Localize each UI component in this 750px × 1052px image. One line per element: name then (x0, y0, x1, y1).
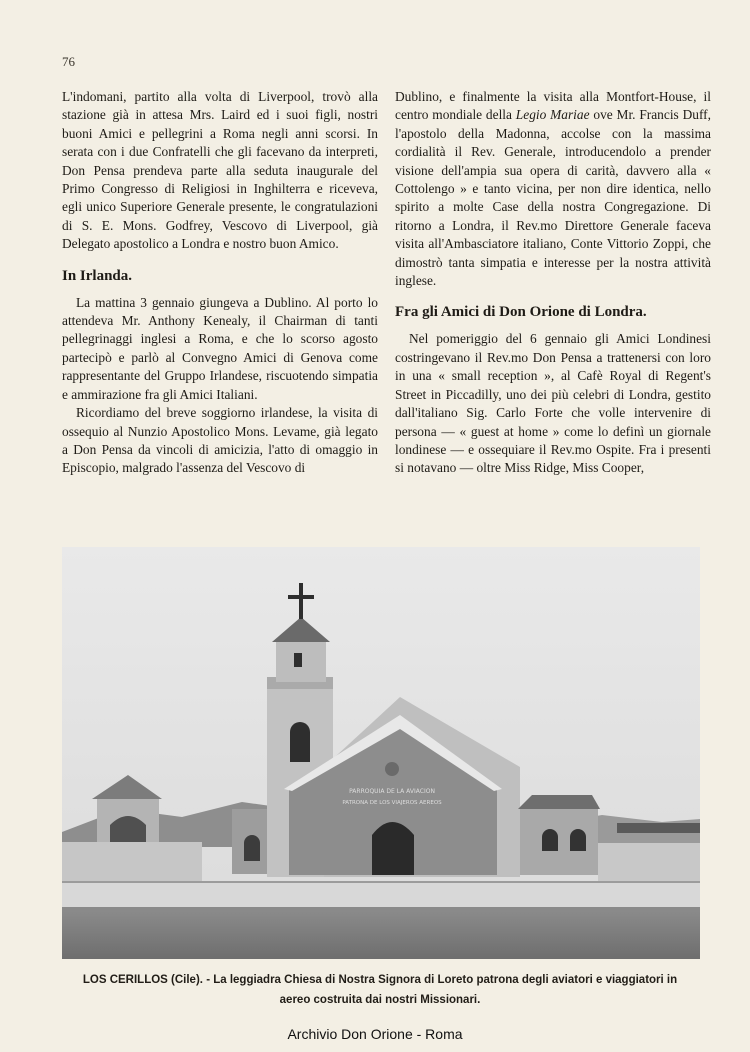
facade-inscription: PATRONA DE LOS VIAJEROS AEREOS (342, 800, 442, 806)
paragraph (395, 88, 711, 290)
archive-label: Archivio Don Orione - Roma (287, 1026, 463, 1042)
caption-place: LOS CERILLOS (Cile). (82, 974, 203, 986)
facade-inscription: PARROQUIA DE LA AVIACION (349, 788, 435, 795)
caption-text: - La leggiadra Chiesa di Nostra Signora di Loreto patrona degli aviatori e viaggiatori in aereo costruita dai nostri Missionari. (206, 974, 678, 1006)
church-photo (62, 547, 700, 959)
left-column (62, 88, 378, 478)
paragraph: La mattina 3 gennaio giungeva a Dublino. Al porto lo attendeva Mr. Anthony Kenealy, il Chairman di tanti pellegrinaggi inglesi a Roma, e che lo scorso agosto partecipò e parlò al Convegno Amici di Genova come rappresentante del Gruppo Irlandese, riscuotendo simpatia e ammirazione fra gli Amici Italiani. (62, 294, 378, 402)
section-heading-londra: Fra gli Amici di Don Orione di Londra. (395, 304, 647, 321)
paragraph-text: ove Mr. Francis Duff, l'apostolo della Madonna, accolse con la massima cordialità il Rev. Generale, introducendolo a prender visione dell'ampia sua opera di carità, davvero alla « Cottolengo » e tanto vicina, per non dire identica, nello spirito a molte Case della nostra Congregazione. Di ritorno a Londra, il Rev.mo Direttore Generale faceva visita all'Ambasciatore italiano, Conte Vittorio Zoppi, che dimostrò tanta simpatia e interesse per la nostra attività inglese. (395, 107, 711, 289)
page-number: 76 (62, 54, 75, 69)
legio-mariae-italic: Legio Mariae (515, 107, 590, 123)
right-column (395, 88, 711, 478)
paragraph: Nel pomeriggio del 6 gennaio gli Amici Londinesi costringevano il Rev.mo Don Pensa a trattenersi con loro in una « small reception », al Cafè Royal di Regent's Street in Piccadilly, uno dei più celebri di Londra, gestito dall'italiano Sig. Carlo Forte che volle intervenire di persona — « guest at home » come lo definì un giornale londinese — e ossequiare il Rev.mo Ospite. Fra i presenti si notavano — oltre Miss Ridge, Miss Cooper, (395, 331, 711, 476)
paragraph: L'indomani, partito alla volta di Liverpool, trovò alla stazione già in attesa Mrs. Laird ed i suoi figli, nostri buoni Amici e pellegrini a Roma negli anni scorsi. In serata con i due Confratelli che gli facevano da interpreti, Don Pensa prendeva parte alla seduta inaugurale del Primo Congresso di Religiosi in Inghilterra e riceveva, egli unico Superiore Generale presente, le congratulazioni di S. E. Mons. Godfrey, Vescovo di Liverpool, già Delegato apostolico a Londra e nostro buon Amico. (62, 89, 378, 252)
paragraph: Ricordiamo del breve soggiorno irlandese, la visita di ossequio al Nunzio Apostolico Mons. Levame, già legato a Don Pensa da vincoli di amicizia, l'atto di omaggio in Episcopio, malgrado l'assenza del Vescovo di (62, 405, 378, 476)
photo-caption (80, 970, 680, 1010)
section-heading-irlanda: In Irlanda. (62, 267, 133, 284)
paragraph-text: Dublino, e finalmente la visita alla Montfort-House, il centro mondiale della (395, 89, 711, 123)
